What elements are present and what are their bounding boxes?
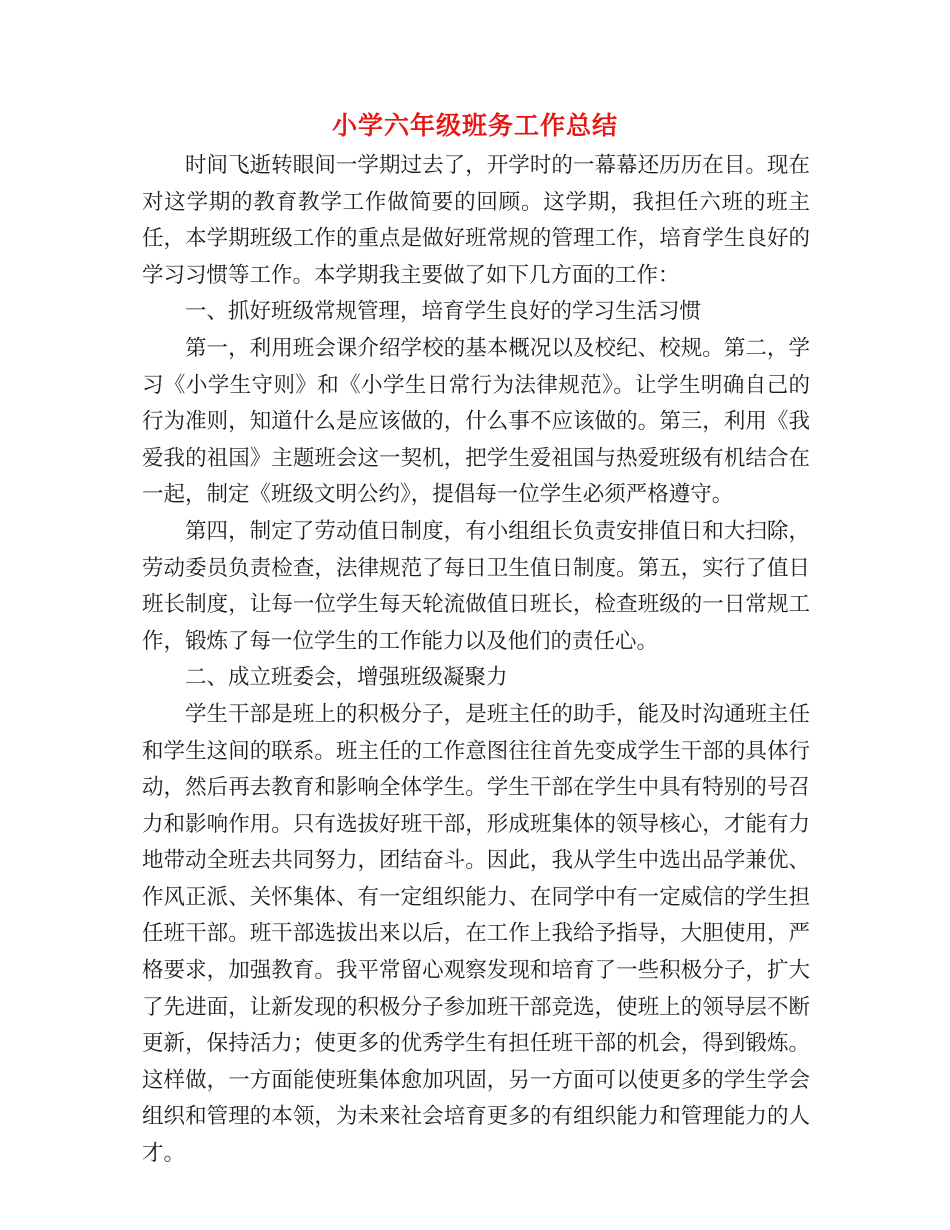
document-body	[142, 148, 810, 1173]
paragraph-routine-1: 第一，利用班会课介绍学校的基本概况以及校纪、校规。第二，学习《小学生守则》和《小学生日常行为法律规范》。让学生明确自己的行为准则，知道什么是应该做的，什么事不应该做的。第三，利用《我爱我的祖国》主题班会这一契机，把学生爱祖国与热爱班级有机结合在一起，制定《班级文明公约》，提倡每一位学生必须严格遵守。	[142, 335, 810, 508]
section-heading-2: 二、成立班委会，增强班级凝聚力	[185, 665, 508, 691]
paragraph-intro: 时间飞逝转眼间一学期过去了，开学时的一幕幕还历历在目。现在对这学期的教育教学工作做简要的回顾。这学期，我担任六班的班主任，本学期班级工作的重点是做好班常规的管理工作，培育学生良好的学习习惯等工作。本学期我主要做了如下几方面的工作：	[142, 153, 810, 288]
paragraph-routine-2: 第四，制定了劳动值日制度，有小组组长负责安排值日和大扫除，劳动委员负责检查，法律规范了每日卫生值日制度。第五，实行了值日班长制度，让每一位学生每天轮流做值日班长，检查班级的一日常规工作，锻炼了每一位学生的工作能力以及他们的责任心。	[142, 518, 810, 654]
document-title: 小学六年级班务工作总结	[331, 111, 618, 140]
paragraph-class-committee: 学生干部是班上的积极分子，是班主任的助手，能及时沟通班主任和学生这间的联系。班主任的工作意图往往首先变成学生干部的具体行动，然后再去教育和影响全体学生。学生干部在学生中具有特别的号召力和影响作用。只有选拔好班干部，形成班集体的领导核心，才能有力地带动全班去共同努力，团结奋斗。因此，我从学生中选出品学兼优、作风正派、关怀集体、有一定组织能力、在同学中有一定威信的学生担任班干部。班干部选拔出来以后，在工作上我给予指导，大胆使用，严格要求，加强教育。我平常留心观察发现和培育了一些积极分子，扩大了先进面，让新发现的积极分子参加班干部竞选，使班上的领导层不断更新，保持活力；使更多的优秀学生有担任班干部的机会，得到锻炼。这样做，一方面能使班集体愈加巩固，另一方面可以使更多的学生学会组织和管理的本领，为未来社会培育更多的有组织能力和管理能力的人才。	[142, 701, 810, 1167]
section-heading-1: 一、抓好班级常规管理，培育学生良好的学习生活习惯	[185, 299, 702, 325]
